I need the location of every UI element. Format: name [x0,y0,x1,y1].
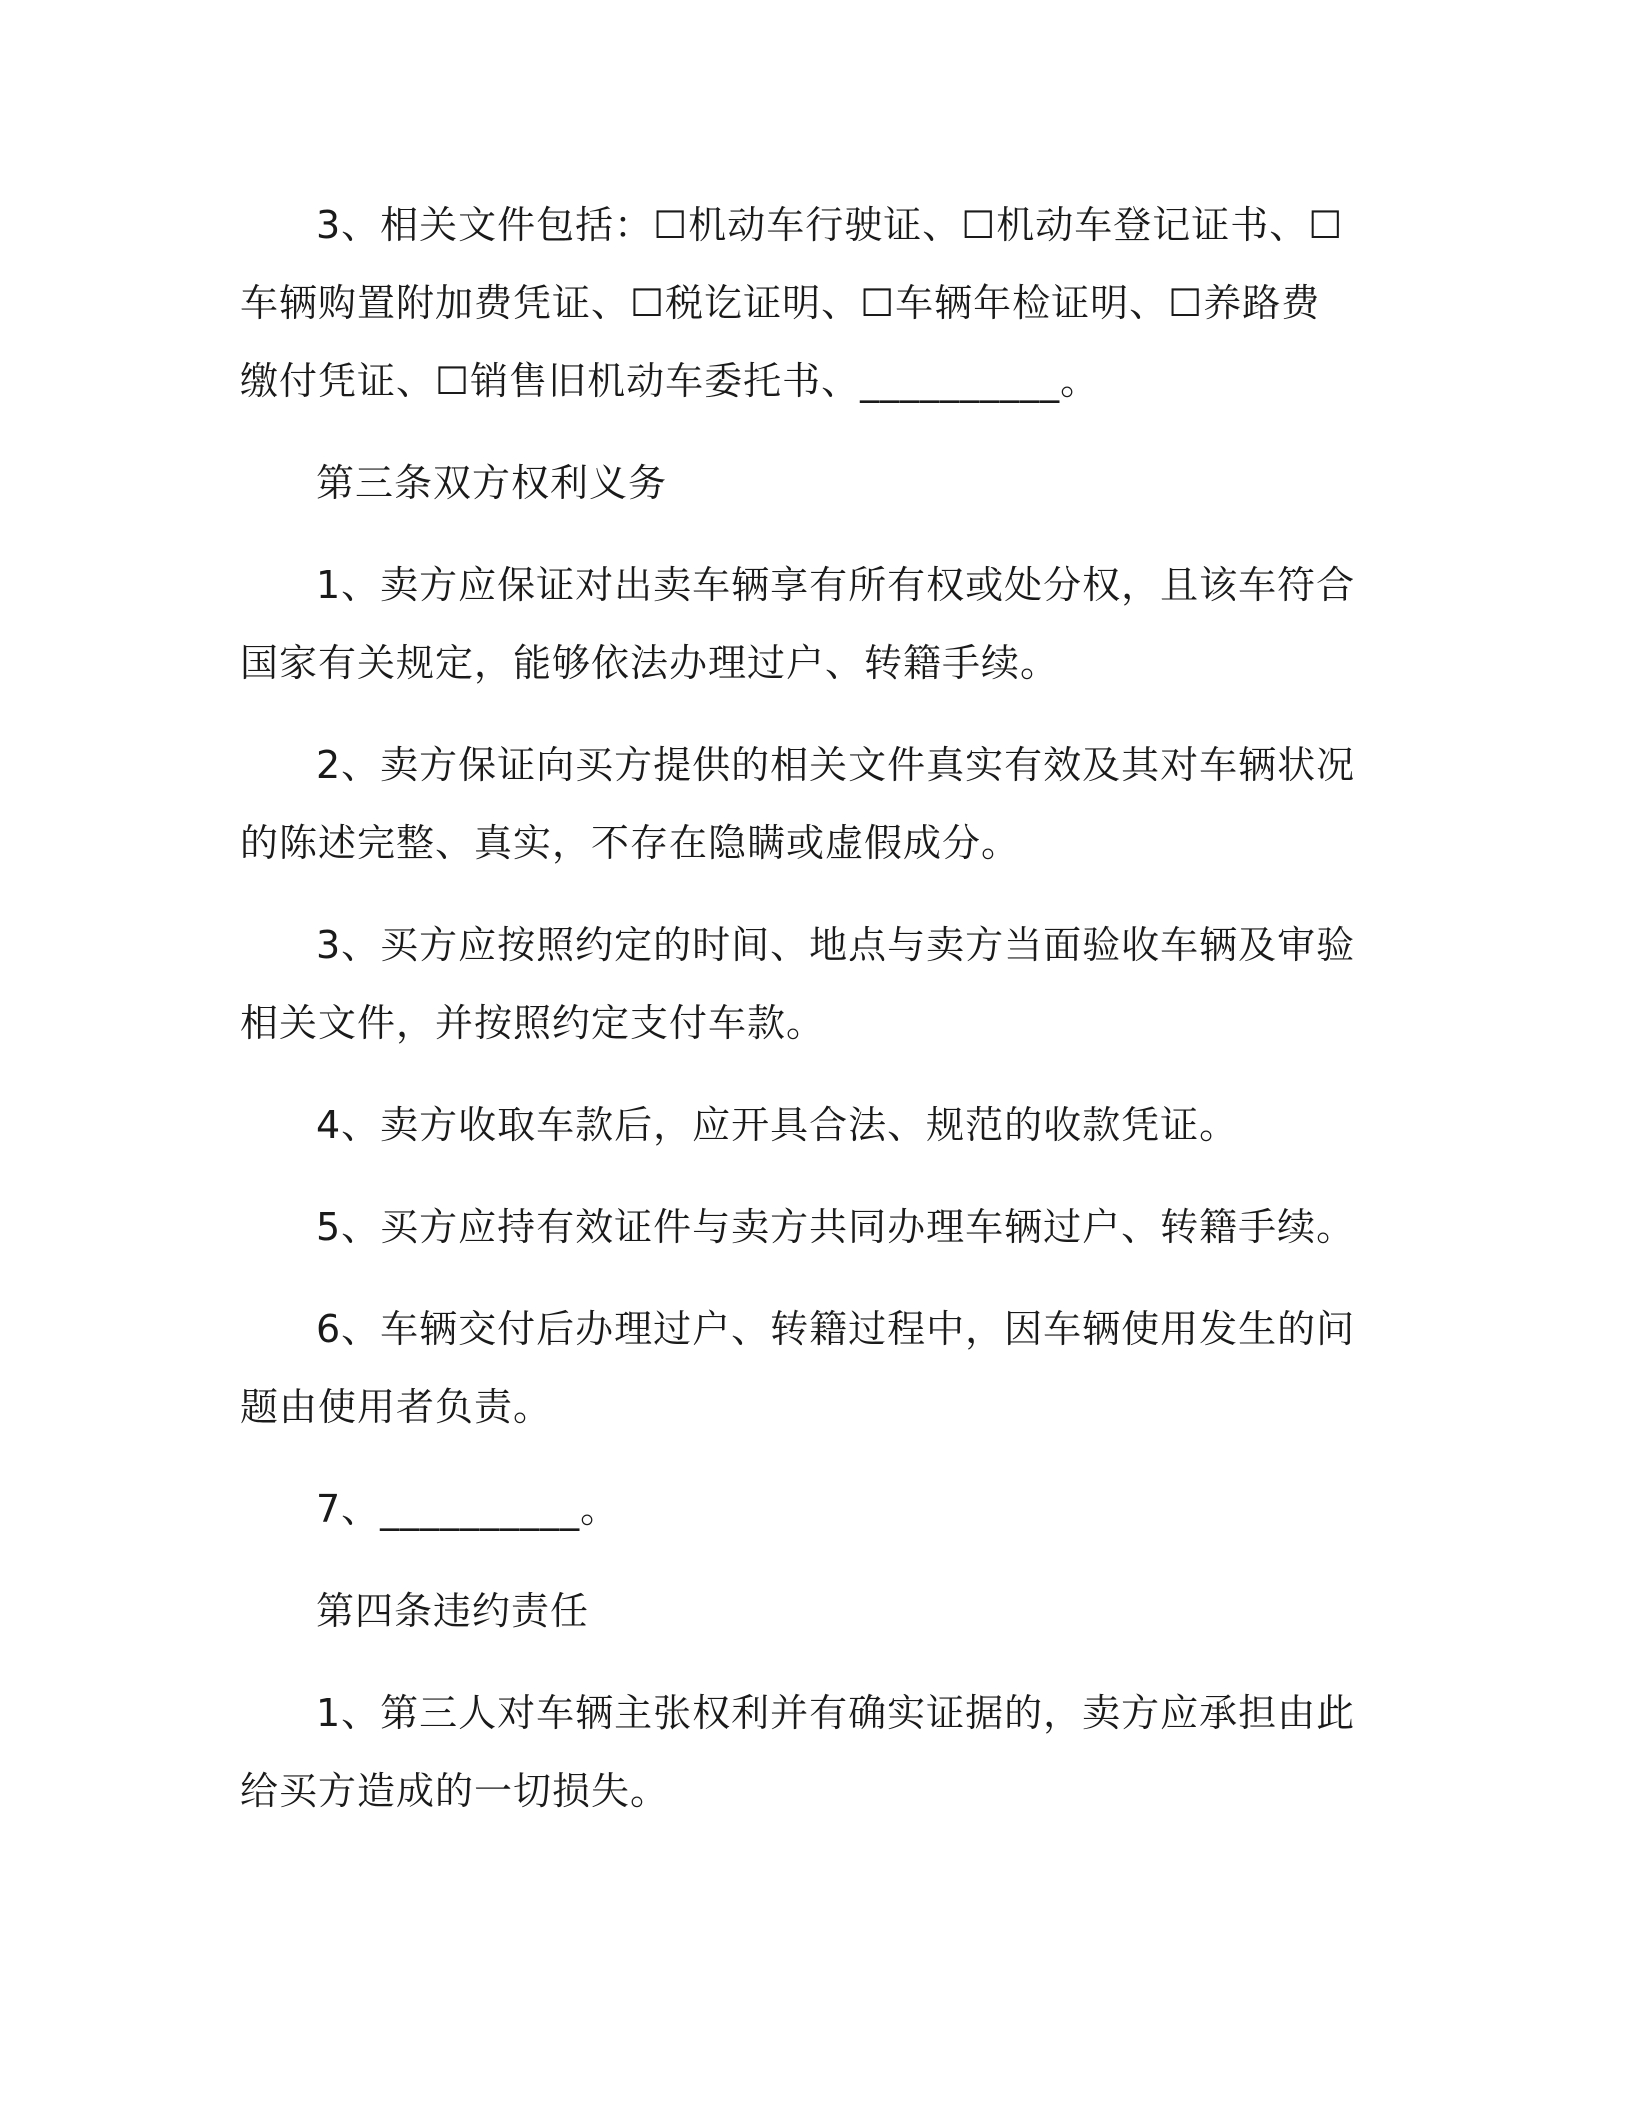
section-heading-article-3: 第三条双方权利义务 [316,461,668,505]
section-heading-article-4: 第四条违约责任 [316,1589,590,1633]
clause-article3-item-3: 3、买方应按照约定的时间、地点与卖方当面验收车辆及审验相关文件，并按照约定支付车款。 [240,923,1356,1045]
clause-article3-item-4: 4、卖方收取车款后，应开具合法、规范的收款凭证。 [316,1103,1239,1147]
document-body [240,186,1358,1854]
clause-article3-item-1: 1、卖方应保证对出卖车辆享有所有权或处分权，且该车符合国家有关规定，能够依法办理过户、转籍手续。 [240,563,1356,685]
clause-article3-item-2: 2、卖方保证向买方提供的相关文件真实有效及其对车辆状况的陈述完整、真实，不存在隐瞒或虚假成分。 [240,743,1356,865]
clause-3-related-documents: 3、相关文件包括：☐机动车行驶证、☐机动车登记证书、☐车辆购置附加费凭证、☐税讫证明、☐车辆年检证明、☐养路费缴付凭证、☐销售旧机动车委托书、__________。 [240,203,1344,403]
clause-article3-item-6: 6、车辆交付后办理过户、转籍过程中，因车辆使用发生的问题由使用者负责。 [240,1307,1356,1429]
clause-article3-item-7: 7、__________。 [316,1487,620,1531]
clause-article4-item-1: 1、第三人对车辆主张权利并有确实证据的，卖方应承担由此给买方造成的一切损失。 [240,1691,1356,1813]
clause-article3-item-5: 5、买方应持有效证件与卖方共同办理车辆过户、转籍手续。 [316,1205,1356,1249]
